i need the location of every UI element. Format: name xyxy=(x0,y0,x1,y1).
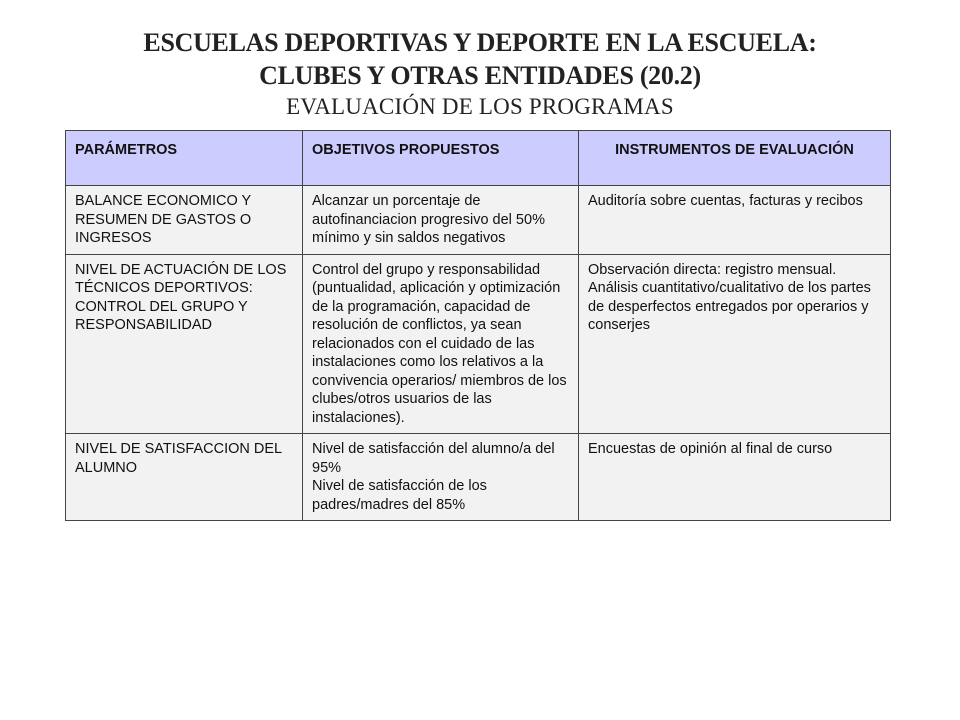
page-title-line-1: ESCUELAS DEPORTIVAS Y DEPORTE EN LA ESCUELA: xyxy=(143,28,817,57)
table-row xyxy=(66,186,891,255)
cell-objetivo-line: Nivel de satisfacción de los padres/madres del 85% xyxy=(312,478,487,513)
cell-objetivo: Control del grupo y responsabilidad (puntualidad, aplicación y optimización de la programación, capacidad de resolución de conflictos, ya sean relacionados con el cuidado de las instalaciones como los relativos a la convivencia operarios/ miembros de los clubes/otros usuarios de las instalaciones). xyxy=(303,254,579,434)
cell-instrumento: Auditoría sobre cuentas, facturas y recibos xyxy=(579,186,891,255)
cell-objetivo: Alcanzar un porcentaje de autofinanciacion progresivo del 50% mínimo y sin saldos negativos xyxy=(303,186,579,255)
cell-instrumento: Encuestas de opinión al final de curso xyxy=(579,434,891,521)
cell-objetivo xyxy=(303,434,579,521)
cell-parametro: BALANCE ECONOMICO Y RESUMEN DE GASTOS O INGRESOS xyxy=(66,186,303,255)
title-block xyxy=(0,26,960,122)
page-subtitle: EVALUACIÓN DE LOS PROGRAMAS xyxy=(286,94,674,119)
header-objetivos: OBJETIVOS PROPUESTOS xyxy=(303,131,579,186)
cell-parametro: NIVEL DE SATISFACCION DEL ALUMNO xyxy=(66,434,303,521)
table-header-row xyxy=(66,131,891,186)
cell-instrumento-line: Observación directa: registro mensual. xyxy=(588,261,837,278)
cell-instrumento-line: Análisis cuantitativo/cualitativo de los partes de desperfectos entregados por operarios y conserjes xyxy=(588,280,871,333)
evaluation-table xyxy=(65,130,891,521)
page-title-line-2: CLUBES Y OTRAS ENTIDADES (20.2) xyxy=(259,61,701,90)
cell-objetivo-line: Nivel de satisfacción del alumno/a del 95% xyxy=(312,441,555,476)
table-row xyxy=(66,254,891,434)
header-instrumentos: INSTRUMENTOS DE EVALUACIÓN xyxy=(579,131,891,186)
cell-parametro: NIVEL DE ACTUACIÓN DE LOS TÉCNICOS DEPORTIVOS: CONTROL DEL GRUPO Y RESPONSABILIDAD xyxy=(66,254,303,434)
table-row xyxy=(66,434,891,521)
header-parametros: PARÁMETROS xyxy=(66,131,303,186)
cell-instrumento xyxy=(579,254,891,434)
